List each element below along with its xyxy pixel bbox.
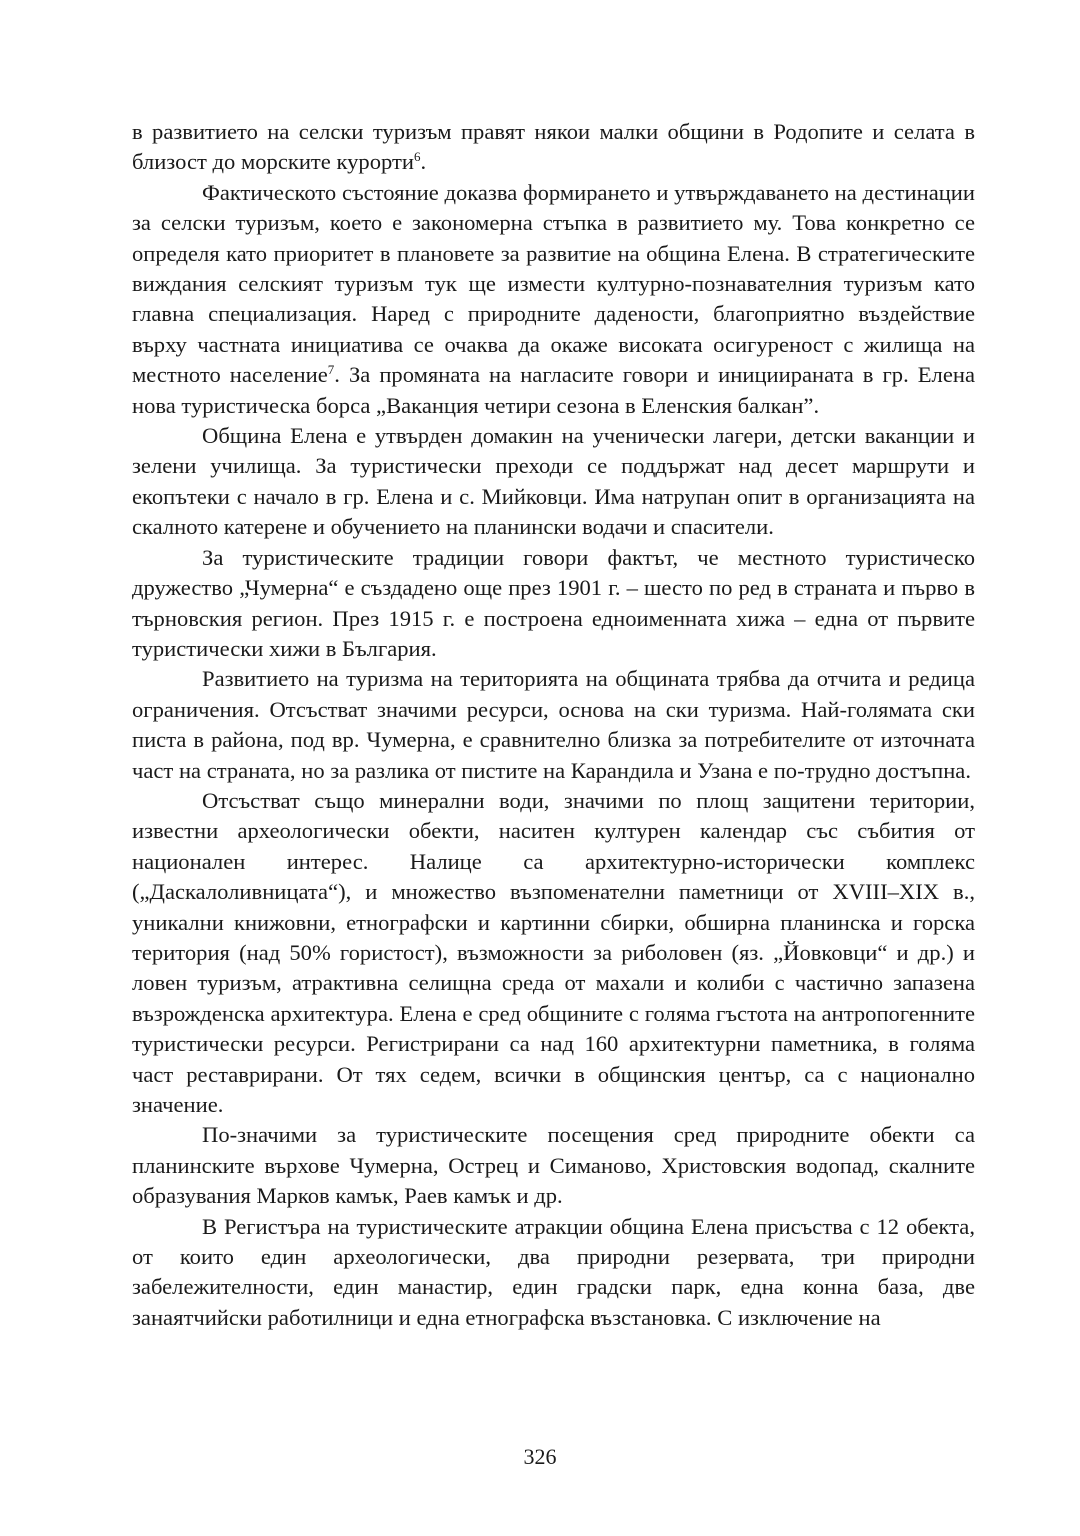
paragraph [132, 178, 975, 421]
text-run: Община Елена е утвърден домакин на ученически лагери, детски ваканции и зелени училища. За туристически преходи се поддържат над десет маршрути и екопътеки с начало в гр. Елена и с. Мийковци. Има натрупан опит в организацията на скалното катерене и обучението на планински водачи и спасители. [132, 423, 975, 540]
text-run: в развитието на селски туризъм правят някои малки общини в Родопите и селата в близост до морските курорти [132, 119, 975, 175]
text-run: . За промяната на нагласите говори и инициираната в гр. Елена нова туристическа борса „Ваканция четири сезона в Еленския балкан”. [132, 362, 975, 418]
text-run: Отсъстват също минерални води, значими по площ защитени територии, известни археологически обекти, наситен културен календар със събития от национален интерес. Налице са архитектурно-исторически комплекс („Даскалоливницата“), и множество възпоменателни паметници от XVIII–XIX в., уникални книжовни, етнографски и картинни сбирки, обширна планинска и горска територия (над 50% гористост), възможности за риболовен (яз. „Йовковци“ и др.) и ловен туризъм, атрактивна селищна среда от махали и колиби с частично запазена възрожденска архитектура. Елена е сред общините с голяма гъстота на антропогенните туристически ресурси. Регистрирани са над 160 архитектурни паметника, в голяма част реставрирани. От тях седем, всички в общинския център, са с национално значение. [132, 787, 975, 1117]
text-run: Фактическото състояние доказва формирането и утвърждаването на дестинации за селски туризъм, което е закономерна стъпка в развитието му. Това конкретно се определя като приоритет в плановете за развитие на община Елена. В стратегическите виждания селският туризъм тук ще измести културно-познавателния туризъм като главна специализация. Наред с природните дадености, благоприятно въздействие върху частната инициатива се очаква да окаже високата осигуреност с жилища на местното население [132, 179, 975, 388]
paragraph [132, 1212, 975, 1334]
paragraph [132, 421, 975, 543]
paragraph [132, 786, 975, 1120]
text-run: Развитието на туризма на територията на общината трябва да отчита и редица ограничения. Отсъстват значими ресурси, основа на ски туризма. Най-голямата ски писта в района, под вр. Чумерна, е сравнително близка за потребителите от източната част на страната, но за разлика от пистите на Карандила и Узана е по-трудно достъпна. [132, 666, 975, 783]
body-text [132, 117, 975, 1333]
text-run: . [420, 149, 427, 175]
paragraph [132, 543, 975, 665]
page-number: 326 [523, 1444, 557, 1469]
paragraph [132, 1120, 975, 1211]
footnote-ref: 7 [327, 362, 335, 378]
text-run: По-значими за туристическите посещения сред природните обекти са планинските върхове Чумерна, Острец и Симаново, Христовския водопад, скалните образувания Марков камък, Раев камък и др. [132, 1122, 975, 1209]
footnote-ref: 6 [414, 149, 421, 165]
text-run: За туристическите традиции говори фактът, че местното туристическо дружество „Чумерна“ е създадено още през 1901 г. – шесто по ред в страната и първо в търновския регион. През 1915 г. е построена едноименната хижа – една от първите туристически хижи в България. [132, 544, 975, 661]
text-run: В Регистъра на туристическите атракции община Елена присъства с 12 обекта, от които един археологически, два природни резервата, три природни забележителности, един манастир, един градски парк, една конна база, две занаятчийски работилници и една етнографска възстановка. С изключение на [132, 1213, 975, 1330]
paragraph [132, 117, 975, 178]
paragraph [132, 664, 975, 786]
